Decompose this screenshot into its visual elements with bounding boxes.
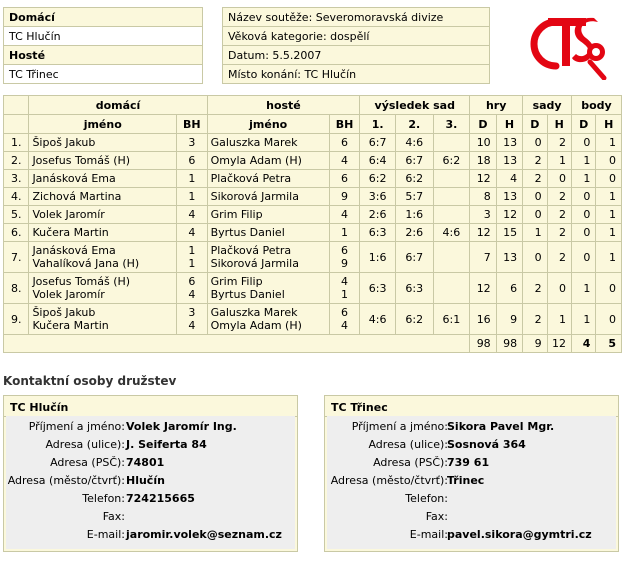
home-contact-box (3, 395, 298, 552)
set1-score: 3:6 (360, 188, 396, 206)
set3-score (433, 273, 470, 304)
label-phone: Telefon: (82, 492, 125, 505)
away-bh-line: 6 (341, 136, 349, 149)
label-zip: Adresa (PSČ): (50, 456, 125, 469)
set3-score (433, 206, 470, 224)
home-player-line: Zichová Martina (32, 190, 122, 203)
points-home: 0 (572, 188, 596, 206)
points-home: 1 (572, 304, 596, 335)
results-table (3, 95, 622, 353)
home-team-name: TC Hlučín (4, 27, 203, 46)
games-home: 8 (470, 188, 496, 206)
label-phone: Telefon: (405, 492, 448, 505)
away-bh (329, 134, 360, 152)
away-bh-line: 6 (341, 306, 349, 319)
home-bh-line: 1 (188, 257, 196, 270)
match-number: 2. (4, 152, 29, 170)
away-bh-line: 1 (341, 288, 349, 301)
match-number: 9. (4, 304, 29, 335)
sets-home: 2 (523, 304, 547, 335)
games-home: 10 (470, 134, 496, 152)
set3-score (433, 242, 470, 273)
set2-score: 1:6 (395, 206, 433, 224)
away-bh-line: 4 (341, 319, 349, 332)
away-team-name: TC Třinec (4, 65, 203, 84)
home-contact-name: Volek Jaromír Ing. (126, 420, 237, 433)
label-street: Adresa (ulice): (45, 438, 125, 451)
label-email: E-mail: (86, 528, 125, 541)
points-away: 1 (596, 242, 622, 273)
away-players (207, 273, 329, 304)
sets-away: 2 (547, 188, 571, 206)
match-date: Datum: 5.5.2007 (223, 46, 490, 65)
home-contact-city: Hlučín (126, 474, 165, 487)
header-away-name: jméno (207, 115, 329, 134)
home-contact-phone: 724215665 (126, 492, 195, 505)
away-bh-line: 4 (341, 154, 349, 167)
home-players (29, 134, 177, 152)
home-bh (177, 273, 208, 304)
games-home: 12 (470, 273, 496, 304)
home-player-line: Volek Jaromír (32, 288, 105, 301)
home-bh-line: 6 (188, 275, 196, 288)
total-games-d: 98 (470, 335, 496, 353)
games-home: 7 (470, 242, 496, 273)
set1-score: 2:6 (360, 206, 396, 224)
label-zip: Adresa (PSČ): (373, 456, 448, 469)
set1-score: 6:4 (360, 152, 396, 170)
away-bh (329, 224, 360, 242)
label-street: Adresa (ulice): (368, 438, 448, 451)
table-row (4, 224, 622, 242)
home-player-line: Vahalíková Jana (H) (32, 257, 140, 270)
home-contact-street: J. Seiferta 84 (126, 438, 207, 451)
home-players (29, 188, 177, 206)
match-number: 8. (4, 273, 29, 304)
header-set2: 2. (395, 115, 433, 134)
label-city: Adresa (město/čtvrť): (330, 474, 448, 487)
sets-away: 0 (547, 170, 571, 188)
games-away: 6 (496, 273, 522, 304)
home-bh-line: 3 (188, 136, 196, 149)
label-fax: Fax: (102, 510, 125, 523)
header-sets-h: H (547, 115, 571, 134)
away-bh (329, 206, 360, 224)
set1-score: 4:6 (360, 304, 396, 335)
home-player-line: Volek Jaromír (32, 208, 105, 221)
contacts-title: Kontaktní osoby družstev (3, 374, 177, 388)
teams-table (3, 7, 203, 84)
games-home: 12 (470, 224, 496, 242)
away-players (207, 206, 329, 224)
set3-score (433, 188, 470, 206)
set1-score: 6:3 (360, 273, 396, 304)
header-home-name: jméno (29, 115, 177, 134)
label-email: E-mail: (409, 528, 448, 541)
total-points-d: 4 (572, 335, 596, 353)
home-bh (177, 188, 208, 206)
sets-home: 2 (523, 152, 547, 170)
games-away: 13 (496, 152, 522, 170)
home-players (29, 152, 177, 170)
games-away: 13 (496, 134, 522, 152)
games-away: 13 (496, 242, 522, 273)
home-player-line: Šipoš Jakub (32, 306, 96, 319)
set3-score: 6:1 (433, 304, 470, 335)
points-home: 0 (572, 224, 596, 242)
away-bh (329, 273, 360, 304)
points-away: 0 (596, 170, 622, 188)
away-player-line: Grim Filip (210, 208, 263, 221)
header-points-h: H (596, 115, 622, 134)
header-games-h: H (496, 115, 522, 134)
points-away: 1 (596, 188, 622, 206)
home-player-line: Šipoš Jakub (32, 136, 96, 149)
away-contact-details (327, 416, 616, 549)
header-blank-2 (4, 115, 29, 134)
games-away: 9 (496, 304, 522, 335)
match-number: 1. (4, 134, 29, 152)
home-contact-team: TC Hlučín (4, 396, 297, 417)
points-home: 0 (572, 134, 596, 152)
total-points-h: 5 (596, 335, 622, 353)
games-away: 12 (496, 206, 522, 224)
set3-score (433, 134, 470, 152)
away-player-line: Plačková Petra (210, 244, 292, 257)
set2-score: 6:7 (395, 152, 433, 170)
set1-score: 1:6 (360, 242, 396, 273)
total-sets-h: 12 (547, 335, 571, 353)
label-fax: Fax: (425, 510, 448, 523)
header-away-bh: BH (329, 115, 360, 134)
points-away: 1 (596, 206, 622, 224)
header-blank (4, 96, 29, 115)
home-bh-line: 4 (188, 226, 196, 239)
sets-away: 1 (547, 304, 571, 335)
away-label: Hosté (4, 46, 203, 65)
games-home: 16 (470, 304, 496, 335)
away-bh-line: 6 (341, 244, 349, 257)
away-player-line: Galuszka Marek (210, 136, 298, 149)
points-home: 1 (572, 152, 596, 170)
away-bh (329, 152, 360, 170)
home-players (29, 304, 177, 335)
set2-score: 5:7 (395, 188, 433, 206)
home-bh (177, 152, 208, 170)
home-bh-line: 3 (188, 306, 196, 319)
set3-score: 6:2 (433, 152, 470, 170)
away-player-line: Omyla Adam (H) (210, 154, 302, 167)
home-label: Domácí (4, 8, 203, 27)
home-contact-details (6, 416, 295, 549)
home-player-line: Josefus Tomáš (H) (32, 275, 131, 288)
away-contact-zip: 739 61 (447, 456, 490, 469)
sets-away: 2 (547, 242, 571, 273)
sets-home: 0 (523, 242, 547, 273)
set3-score: 4:6 (433, 224, 470, 242)
home-player-line: Kučera Martin (32, 226, 109, 239)
table-row (4, 170, 622, 188)
sets-home: 0 (523, 206, 547, 224)
header-games-d: D (470, 115, 496, 134)
home-players (29, 170, 177, 188)
set1-score: 6:2 (360, 170, 396, 188)
home-bh (177, 134, 208, 152)
away-players (207, 134, 329, 152)
away-contact-email[interactable]: pavel.sikora@gymtri.cz (447, 528, 592, 541)
away-bh (329, 188, 360, 206)
home-players (29, 224, 177, 242)
header-sets-d: D (523, 115, 547, 134)
age-category: Věková kategorie: dospělí (223, 27, 490, 46)
games-home: 18 (470, 152, 496, 170)
games-away: 4 (496, 170, 522, 188)
sets-away: 0 (547, 273, 571, 304)
home-players (29, 242, 177, 273)
home-contact-email[interactable]: jaromir.volek@seznam.cz (126, 528, 282, 541)
set1-score: 6:3 (360, 224, 396, 242)
away-player-line: Byrtus Daniel (210, 288, 285, 301)
home-players (29, 273, 177, 304)
header-set3: 3. (433, 115, 470, 134)
home-player-line: Josefus Tomáš (H) (32, 154, 131, 167)
away-bh (329, 242, 360, 273)
away-players (207, 170, 329, 188)
header-points: body (572, 96, 622, 115)
header-result: výsledek sad (360, 96, 470, 115)
label-name: Příjmení a jméno: (351, 420, 448, 433)
table-row (4, 273, 622, 304)
home-bh-line: 6 (188, 154, 196, 167)
games-home: 3 (470, 206, 496, 224)
home-bh-line: 1 (188, 190, 196, 203)
total-games-h: 98 (496, 335, 522, 353)
header-points-d: D (572, 115, 596, 134)
home-player-line: Janásková Ema (32, 244, 116, 257)
sets-away: 2 (547, 224, 571, 242)
sets-away: 1 (547, 152, 571, 170)
home-bh-line: 4 (188, 208, 196, 221)
header-sets: sady (523, 96, 572, 115)
points-away: 0 (596, 273, 622, 304)
match-number: 3. (4, 170, 29, 188)
sets-home: 1 (523, 224, 547, 242)
home-bh (177, 304, 208, 335)
set1-score: 6:7 (360, 134, 396, 152)
away-bh (329, 304, 360, 335)
away-contact-street: Sosnová 364 (447, 438, 526, 451)
match-number: 6. (4, 224, 29, 242)
competition-table (222, 7, 490, 84)
match-number: 4. (4, 188, 29, 206)
home-player-line: Janásková Ema (32, 172, 116, 185)
set2-score: 6:3 (395, 273, 433, 304)
header-set1: 1. (360, 115, 396, 134)
table-row (4, 188, 622, 206)
totals-blank (4, 335, 470, 353)
away-players (207, 224, 329, 242)
set2-score: 6:2 (395, 304, 433, 335)
sets-home: 2 (523, 273, 547, 304)
away-player-line: Grim Filip (210, 275, 263, 288)
points-home: 0 (572, 242, 596, 273)
away-bh-line: 6 (341, 172, 349, 185)
points-away: 0 (596, 304, 622, 335)
points-away: 1 (596, 134, 622, 152)
games-home: 12 (470, 170, 496, 188)
home-bh (177, 206, 208, 224)
table-row (4, 152, 622, 170)
home-bh-line: 1 (188, 172, 196, 185)
games-away: 15 (496, 224, 522, 242)
table-row (4, 206, 622, 224)
set2-score: 6:7 (395, 242, 433, 273)
sets-home: 0 (523, 134, 547, 152)
sets-away: 2 (547, 134, 571, 152)
away-bh-line: 9 (341, 257, 349, 270)
away-contact-box (324, 395, 619, 552)
home-bh-line: 1 (188, 244, 196, 257)
sets-home: 2 (523, 170, 547, 188)
total-sets-d: 9 (523, 335, 547, 353)
set2-score: 4:6 (395, 134, 433, 152)
away-contact-name: Sikora Pavel Mgr. (447, 420, 555, 433)
home-bh (177, 170, 208, 188)
home-bh-line: 4 (188, 288, 196, 301)
away-player-line: Galuszka Marek (210, 306, 298, 319)
away-players (207, 304, 329, 335)
label-city: Adresa (město/čtvrť): (7, 474, 125, 487)
games-away: 13 (496, 188, 522, 206)
points-home: 1 (572, 273, 596, 304)
label-name: Příjmení a jméno: (28, 420, 125, 433)
away-bh (329, 170, 360, 188)
home-bh (177, 242, 208, 273)
away-player-line: Byrtus Daniel (210, 226, 285, 239)
away-players (207, 152, 329, 170)
match-number: 5. (4, 206, 29, 224)
away-players (207, 242, 329, 273)
sets-away: 2 (547, 206, 571, 224)
away-player-line: Plačková Petra (210, 172, 292, 185)
away-player-line: Sikorová Jarmila (210, 190, 299, 203)
header-games: hry (470, 96, 523, 115)
table-row (4, 242, 622, 273)
away-players (207, 188, 329, 206)
points-away: 1 (596, 224, 622, 242)
set2-score: 2:6 (395, 224, 433, 242)
points-away: 0 (596, 152, 622, 170)
away-contact-city: Třinec (447, 474, 485, 487)
header-home-bh: BH (177, 115, 208, 134)
header-home: domácí (29, 96, 207, 115)
table-row (4, 304, 622, 335)
header-away: hosté (207, 96, 360, 115)
competition-name: Název soutěže: Severomoravská divize (223, 8, 490, 27)
table-row (4, 134, 622, 152)
away-player-line: Sikorová Jarmila (210, 257, 299, 270)
home-bh (177, 224, 208, 242)
points-home: 0 (572, 206, 596, 224)
set3-score (433, 170, 470, 188)
set2-score: 6:2 (395, 170, 433, 188)
match-number: 7. (4, 242, 29, 273)
away-bh-line: 1 (341, 226, 349, 239)
sets-home: 0 (523, 188, 547, 206)
cts-logo-icon (528, 8, 610, 80)
away-bh-line: 9 (341, 190, 349, 203)
away-bh-line: 4 (341, 208, 349, 221)
home-player-line: Kučera Martin (32, 319, 109, 332)
home-contact-zip: 74801 (126, 456, 165, 469)
away-contact-team: TC Třinec (325, 396, 618, 417)
match-place: Místo konání: TC Hlučín (223, 65, 490, 84)
home-bh-line: 4 (188, 319, 196, 332)
away-player-line: Omyla Adam (H) (210, 319, 302, 332)
away-bh-line: 4 (341, 275, 349, 288)
home-players (29, 206, 177, 224)
points-home: 1 (572, 170, 596, 188)
